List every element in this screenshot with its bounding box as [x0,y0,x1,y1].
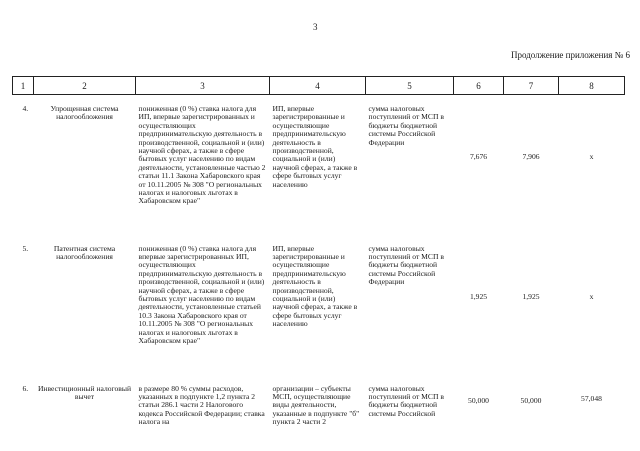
indicator-description: сумма налоговых поступлений от МСП в бюджеты бюджетной системы Российской Федерации [368,104,444,147]
tax-regime-name: Упрощенная система налогообложения [50,104,119,122]
benefit-description: в размере 80 % суммы расходов, указанных в подпункте 1,2 пункта 2 статьи 286.1 части 2 Налогового кодекса Российской Федерации; ставка налога на [138,383,265,427]
indicator-description: сумма налоговых поступлений от МСП в бюджеты бюджетной системы Российской [368,383,444,418]
appendix-continuation-label: Продолжение приложения № 6 [510,50,630,60]
value-col7: 50,000 [520,395,542,405]
row-number: 6. [22,383,29,393]
column-header: 4 [270,77,366,95]
column-header: 1 [13,77,34,95]
benefit-description: пониженная (0 %) ставка налога для ИП, впервые зарегистрированных и осуществляющих предпринимательскую деятельность в производственной, социальной и (или) научной сферах, а также в сфере бытовых услуг населению по видам деятельности, установленные частью 2 статьи 11.1 Закона Хабаровского края от 10.11.2005 № 308 "О региональных налогах и налоговых льготах в Хабаровском крае" [138,104,266,206]
value-col6: 1,925 [469,291,488,301]
column-header: 2 [34,77,136,95]
column-header: 5 [366,77,454,95]
value-col6: 7,676 [469,152,488,161]
value-col7: 7,906 [522,152,540,161]
column-header: 7 [504,77,559,95]
beneficiary-description: ИП, впервые зарегистрированные и осуществляющие предпринимательскую деятельность в производственной, социальной и (или) научной сферах, а также в сфере бытовых услуг населению [272,243,358,329]
value-col6: 50,000 [468,395,489,405]
tax-regime-name: Патентная система налогообложения [53,243,116,261]
indicator-description: сумма налоговых поступлений от МСП в бюджеты бюджетной системы Российской Федерации [368,243,444,287]
tax-regime-name: Инвестиционный налоговый вычет [37,383,132,401]
column-header: 8 [559,77,625,95]
value-col8: x [589,291,594,301]
value-col7: 1,925 [522,291,540,301]
beneficiary-description: ИП, впервые зарегистрированные и осуществляющие предпринимательскую деятельность в производственной, социальной и (или) научной сферах, а также в сфере бытовых услуг населению [272,104,358,189]
table-header-row [13,77,625,95]
column-header: 3 [136,77,270,95]
table-row [13,235,625,375]
row-number: 4. [22,104,29,113]
benefit-description: пониженная (0 %) ставка налога для впервые зарегистрированных ИП, осуществляющих предпринимательскую деятельность в производственной, социальной и (или) научной сферах, а также в сфере бытовых услуг населению по видам деятельности, установленные статьей 10.3 Закона Хабаровского края от 10.11.2005 № 308 "О региональных налогах и налоговых льготах в Хабаровском крае" [138,243,265,345]
value-col8: x [589,152,594,161]
column-header: 6 [454,77,504,95]
value-col8: 57,048 [581,393,602,403]
beneficiary-description: организации – субъекты МСП, осуществляющие виды деятельности, указанные в подпункте "б" пункта 2 части 2 [272,383,360,427]
row-number: 5. [22,243,29,253]
table-row [13,95,625,235]
table-row [13,375,625,427]
page-number: 3 [313,22,318,32]
tax-benefits-table [12,76,625,427]
